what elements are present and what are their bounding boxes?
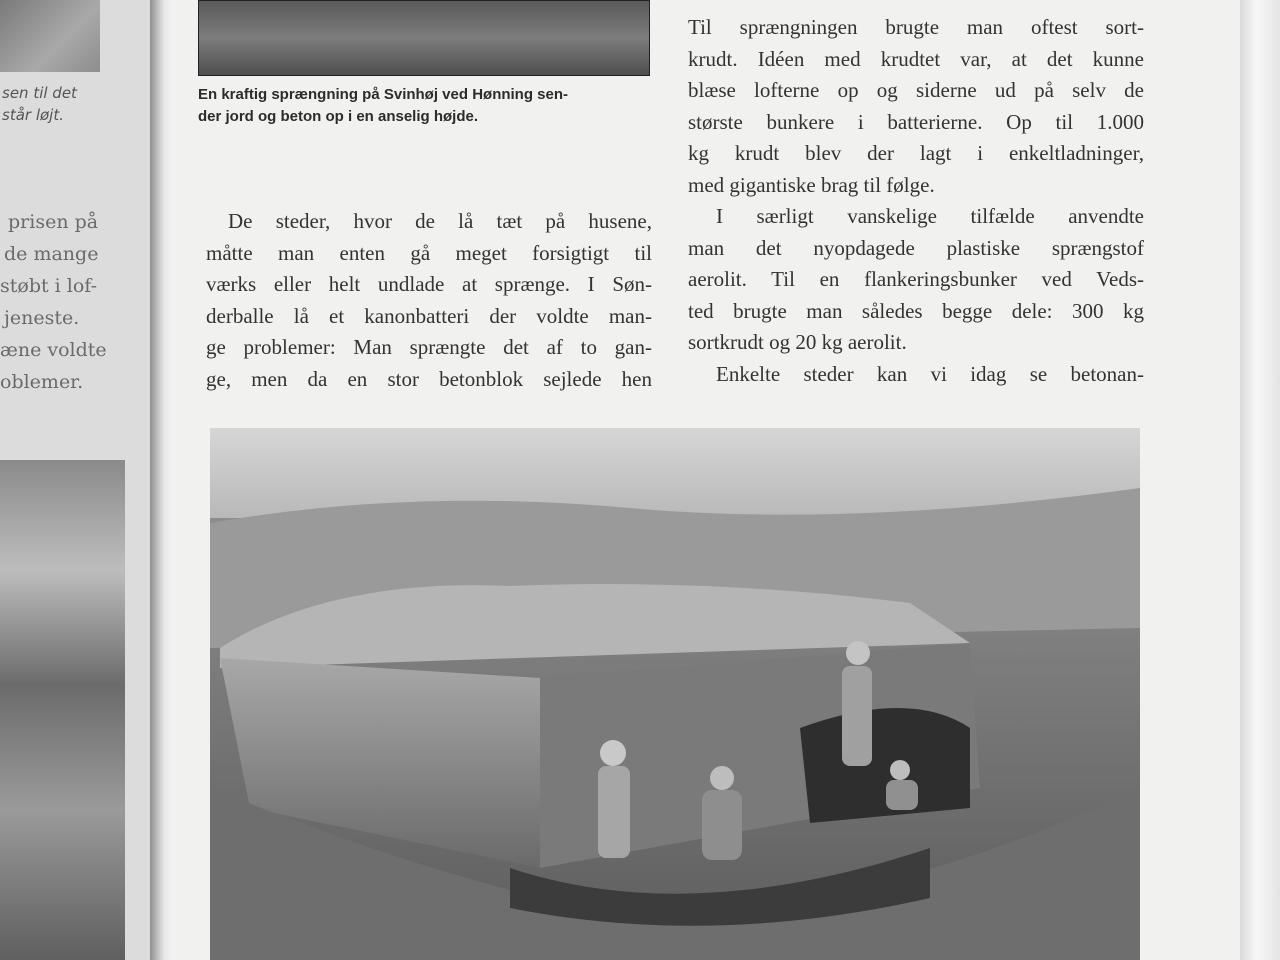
photo-bunker-opening <box>800 708 970 823</box>
left-page <box>0 0 150 960</box>
paragraph-line: De steder, hvor de lå tæt på husene, <box>228 209 652 233</box>
paragraph-line: man det nyopdagede plastiske sprængstof <box>688 235 1144 260</box>
paragraph-line: værks eller helt undlade at sprænge. I Søn- <box>206 272 652 296</box>
left-body-line: oblemer. <box>0 371 84 393</box>
top-photo-caption <box>198 84 650 128</box>
paragraph-line: aerolit. Til en flankeringsbunker ved Veds- <box>688 267 1144 291</box>
paragraph-line: største bunkere i batterierne. Op til 1.000 <box>688 109 1144 134</box>
left-body-line: de mange <box>4 243 99 265</box>
left-body-line: æne voldte <box>0 339 107 361</box>
paragraph-line: sortkrudt og 20 kg aerolit. <box>688 330 907 354</box>
paragraph-line: Til sprængningen brugte man oftest sort- <box>688 15 1144 39</box>
caption-line: der jord og beton op i en anselig højde. <box>198 108 479 125</box>
left-page-photo-bottom <box>0 460 125 960</box>
left-caption-line: står løjt. <box>2 106 64 124</box>
paragraph-line: ge, men da en stor betonblok sejlede hen <box>206 366 652 391</box>
paragraph-line: ted brugte man således begge dele: 300 kg <box>688 298 1144 323</box>
left-body-line: prisen på <box>8 211 99 233</box>
paragraph-line: derballe lå et kanonbatteri der voldte man- <box>206 303 652 328</box>
paragraph-line: Enkelte steder kan vi idag se betonan- <box>716 361 1144 386</box>
paragraph-line: krudt. Idéen med krudtet var, at det kunne <box>688 46 1144 71</box>
paragraph-line: blæse lofterne op og siderne ud på selv de <box>688 78 1144 102</box>
page-edge <box>1240 0 1280 960</box>
bunker-photo <box>210 428 1140 960</box>
text-column-right <box>688 12 1144 390</box>
left-page-caption <box>2 82 77 126</box>
left-body-line: støbt i lof- <box>0 275 98 297</box>
paragraph-line: ge problemer: Man sprængte det af to gan- <box>206 335 652 359</box>
paragraph-line: med gigantiske brag til følge. <box>688 172 935 197</box>
left-body-line: jeneste. <box>4 307 80 329</box>
paragraph-line: måtte man enten gå meget forsigtigt til <box>206 240 652 265</box>
left-page-body <box>0 206 107 398</box>
top-photo <box>198 0 650 76</box>
left-caption-line: sen til det <box>2 84 77 102</box>
paragraph-line: I særligt vanskelige tilfælde anvendte <box>716 204 1144 228</box>
book-gutter <box>150 0 174 960</box>
paragraph-line: kg krudt blev der lagt i enkeltladninger, <box>688 141 1144 165</box>
text-column-left <box>206 206 652 395</box>
caption-line: En kraftig sprængning på Svinhøj ved Hønning sen- <box>198 86 569 103</box>
left-page-photo-top <box>0 0 100 72</box>
